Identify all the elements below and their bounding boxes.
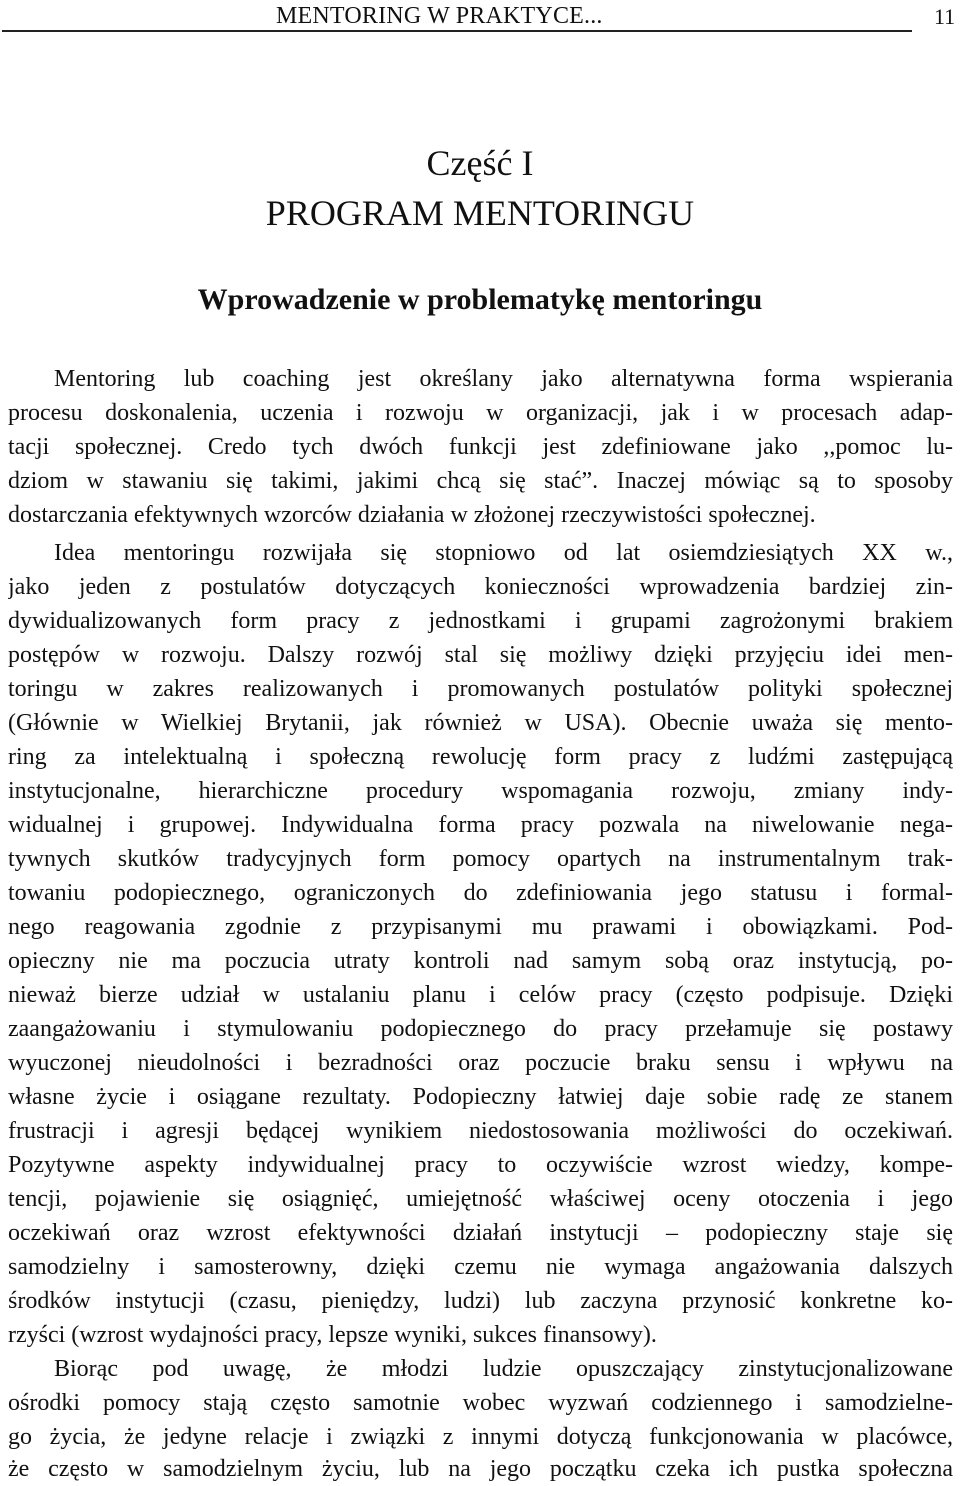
text-line: Idea mentoringu rozwijała się stopniowo od lat osiemdziesiątych XX w.,	[54, 540, 953, 566]
text-line: Mentoring lub coaching jest określany jako alternatywna forma wspierania	[54, 366, 953, 392]
text-line: oczekiwań oraz wzrost efektywności działań instytucji – podopieczny staje się	[8, 1220, 953, 1246]
section-title: Wprowadzenie w problematykę mentoringu	[197, 283, 763, 316]
text-line: Biorąc pod uwagę, że młodzi ludzie opuszczający zinstytucjonalizowane	[54, 1356, 953, 1382]
text-line: dostarczania efektywnych wzorców działania w złożonej rzeczywistości społecznej.	[8, 502, 816, 528]
text-line: własne życie i osiągane rezultaty. Podopieczny łatwiej daje sobie radę ze stanem	[8, 1084, 953, 1110]
text-line: toringu w zakres realizowanych i promowanych postulatów polityki społecznej	[8, 676, 953, 702]
text-line: dywidualizowanych form pracy z jednostkami i grupami zagrożonymi brakiem	[8, 608, 953, 634]
text-line: nego reagowania zgodnie z przypisanymi mu prawami i obowiązkami. Pod-	[8, 914, 953, 940]
text-line: jako jeden z postulatów dotyczących konieczności wprowadzenia bardziej zin-	[8, 574, 953, 600]
running-title: MENTORING W PRAKTYCE...	[276, 3, 603, 29]
text-line: dziom w stawaniu się takimi, jakimi chcą się stać”. Inaczej mówiąc są to sposoby	[8, 468, 953, 494]
text-line: ośrodki pomocy stają często samotnie wobec wyzwań codziennego i samodzielne-	[8, 1390, 953, 1416]
text-line: instytucjonalne, hierarchiczne procedury wspomagania rozwoju, zmiany indy-	[8, 778, 953, 804]
header-rule	[2, 30, 912, 32]
page-number: 11	[934, 4, 956, 29]
text-line: wyuczonej nieudolności i bezradności oraz poczucie braku sensu i wpływu na	[8, 1050, 953, 1076]
text-line: nieważ bierze udział w ustalaniu planu i celów pracy (często podpisuje. Dzięki	[8, 982, 953, 1008]
text-line: tencji, pojawienie się osiągnięć, umiejętność właściwej oceny otoczenia i jego	[8, 1186, 953, 1212]
text-line: Pozytywne aspekty indywidualnej pracy to oczywiście wzrost wiedzy, kompe-	[8, 1152, 953, 1178]
text-line: widualnej i grupowej. Indywidualna forma pracy pozwala na niwelowanie nega-	[8, 812, 953, 838]
text-line: że często w samodzielnym życiu, lub na jego początku czeka ich pustka społeczna	[8, 1456, 953, 1482]
text-line: rzyści (wzrost wydajności pracy, lepsze wyniki, sukces finansowy).	[8, 1322, 657, 1348]
text-line: towaniu podopiecznego, ograniczonych do zdefiniowania jego statusu i formal-	[8, 880, 953, 906]
part-title: PROGRAM MENTORINGU	[265, 193, 695, 233]
text-line: go życia, że jedyne relacje i związki z innymi dotyczą funkcjonowania w placówce,	[8, 1424, 953, 1450]
text-line: zaangażowaniu i stymulowaniu podopiecznego do pracy przełamuje się postawy	[8, 1016, 953, 1042]
text-line: samodzielny i samosterowny, dzięki czemu nie wymaga angażowania dalszych	[8, 1254, 953, 1280]
text-line: procesu doskonalenia, uczenia i rozwoju w organizacji, jak i w procesach adap-	[8, 400, 953, 426]
text-line: tywnych skutków tradycyjnych form pomocy opartych na instrumentalnym trak-	[8, 846, 953, 872]
text-line: (Głównie w Wielkiej Brytanii, jak również w USA). Obecnie uważa się mento-	[8, 710, 953, 736]
text-line: ring za intelektualną i społeczną rewolucję form pracy z ludźmi zastępującą	[8, 744, 953, 770]
text-line: opieczny nie ma poczucia utraty kontroli nad samym sobą oraz instytucją, po-	[8, 948, 953, 974]
text-line: tacji społecznej. Credo tych dwóch funkcji jest zdefiniowane jako ,,pomoc lu-	[8, 434, 953, 460]
running-header	[0, 0, 960, 32]
text-line: środków instytucji (czasu, pieniędzy, ludzi) lub zaczyna przynosić konkretne ko-	[8, 1288, 953, 1314]
text-line: postępów w rozwoju. Dalszy rozwój stal się możliwy dzięki przyjęciu idei men-	[8, 642, 953, 668]
part-label: Część I	[426, 143, 534, 183]
text-line: frustracji i agresji będącej wynikiem niedostosowania możliwości do oczekiwań.	[8, 1118, 953, 1144]
